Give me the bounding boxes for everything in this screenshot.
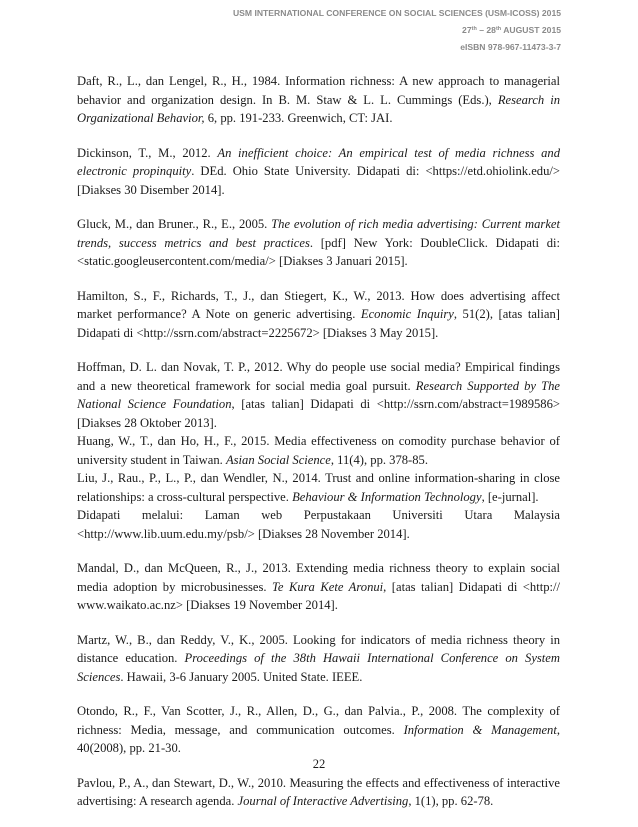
reference-gluck: Gluck, M., dan Bruner., R., E., 2005. The evolution of rich media advertising: Current market trends, success metrics and best practices. [pdf] New York: DoubleClick. Didapati di: <static.googleusercontent.com/media/> [Diakses 3 Januari 2015]. (77, 217, 560, 268)
conference-header (233, 5, 561, 56)
reference-martz: Martz, W., B., dan Reddy, V., K., 2005. Looking for indicators of media richness theory in distance education. Proceedings of the 38th Hawaii International Conference on System Sciences. Hawaii, 3-6 January 2005. United State. IEEE. (77, 632, 560, 684)
reference-hoffman: Hoffman, D. L. dan Novak, T. P., 2012. Why do people use social media? Empirical findings and a new theoretical framework for social media goal pursuit. Research Supported by The National Science Foundation, [atas talian] Didapati di <http://ssrn.com/abstract=1989586> [Diakses 28 Oktober 2013]. (77, 360, 560, 430)
reference-daft: Daft, R., L., dan Lengel, R., H., 1984. Information richness: A new approach to managerial behavior and organization design. In B. M. Staw & L. L. Cummings (Eds.), Research in Organizational Behavior, 6, pp. 191-233. Greenwich, CT: JAI. (77, 74, 560, 125)
page-number: 22 (312, 757, 326, 771)
reference-otondo: Otondo, R., F., Van Scotter, J., R., Allen, D., G., dan Palvia., P., 2008. The complexity of richness: Media, message, and communication outcomes. Information & Management, 40(2008), pp. 21-30. (77, 704, 561, 755)
conference-title: USM INTERNATIONAL CONFERENCE ON SOCIAL SCIENCES (USM-ICOSS) 2015 (232, 8, 561, 18)
reference-pavlou: Pavlou, P., A., dan Stewart, D., W., 2010. Measuring the effects and effectiveness of interactive advertising: A research agenda. Journal of Interactive Advertising, 1(1), pp. 62-78. (77, 775, 560, 808)
reference-list (77, 72, 560, 827)
reference-hamilton: Hamilton, S., F., Richards, T., J., dan Stiegert, K., W., 2013. How does advertising affect market performance? A Note on generic advertising. Economic Inquiry, 51(2), [atas talian] Didapati di <http://ssrn.com/abstract=2225672> [Diakses 3 May 2015]. (77, 288, 560, 340)
conference-isbn: eISBN 978-967-11473-3-7 (460, 42, 561, 52)
reference-mandal: Mandal, D., dan McQueen, R., J., 2013. Extending media richness theory to explain social media adoption by microbusinesses. Te Kura Kete Aronui, [atas talian] Didapati di <http:// www.waikato.ac.nz> [Diakses 19 November 2014]. (77, 561, 560, 612)
reference-dickinson: Dickinson, T., M., 2012. An inefficient choice: An empirical test of media richness and electronic propinquity. DEd. Ohio State University. Didapati di: <https://etd.ohiolink.edu/> [Diakses 30 Disember 2014]. (77, 145, 561, 197)
reference-liu: Liu, J., Rau., P., L., P., dan Wendler, N., 2014. Trust and online information-sharing in close relationships: a cross-cultural perspective. Behaviour & Information Technology, [e-jurnal]. Didapati melalui: Laman web Perpustakaan Universiti Utara Malaysia <http://www.lib.uum.edu.my/psb/> [Diakses 28 November 2014]. (77, 471, 560, 541)
conference-dates: 27th – 28th AUGUST 2015 (462, 25, 561, 35)
reference-huang: Huang, W., T., dan Ho, H., F., 2015. Media effectiveness on comodity purchase behavior of university student in Taiwan. Asian Social Science, 11(4), pp. 378-85. (77, 434, 560, 467)
